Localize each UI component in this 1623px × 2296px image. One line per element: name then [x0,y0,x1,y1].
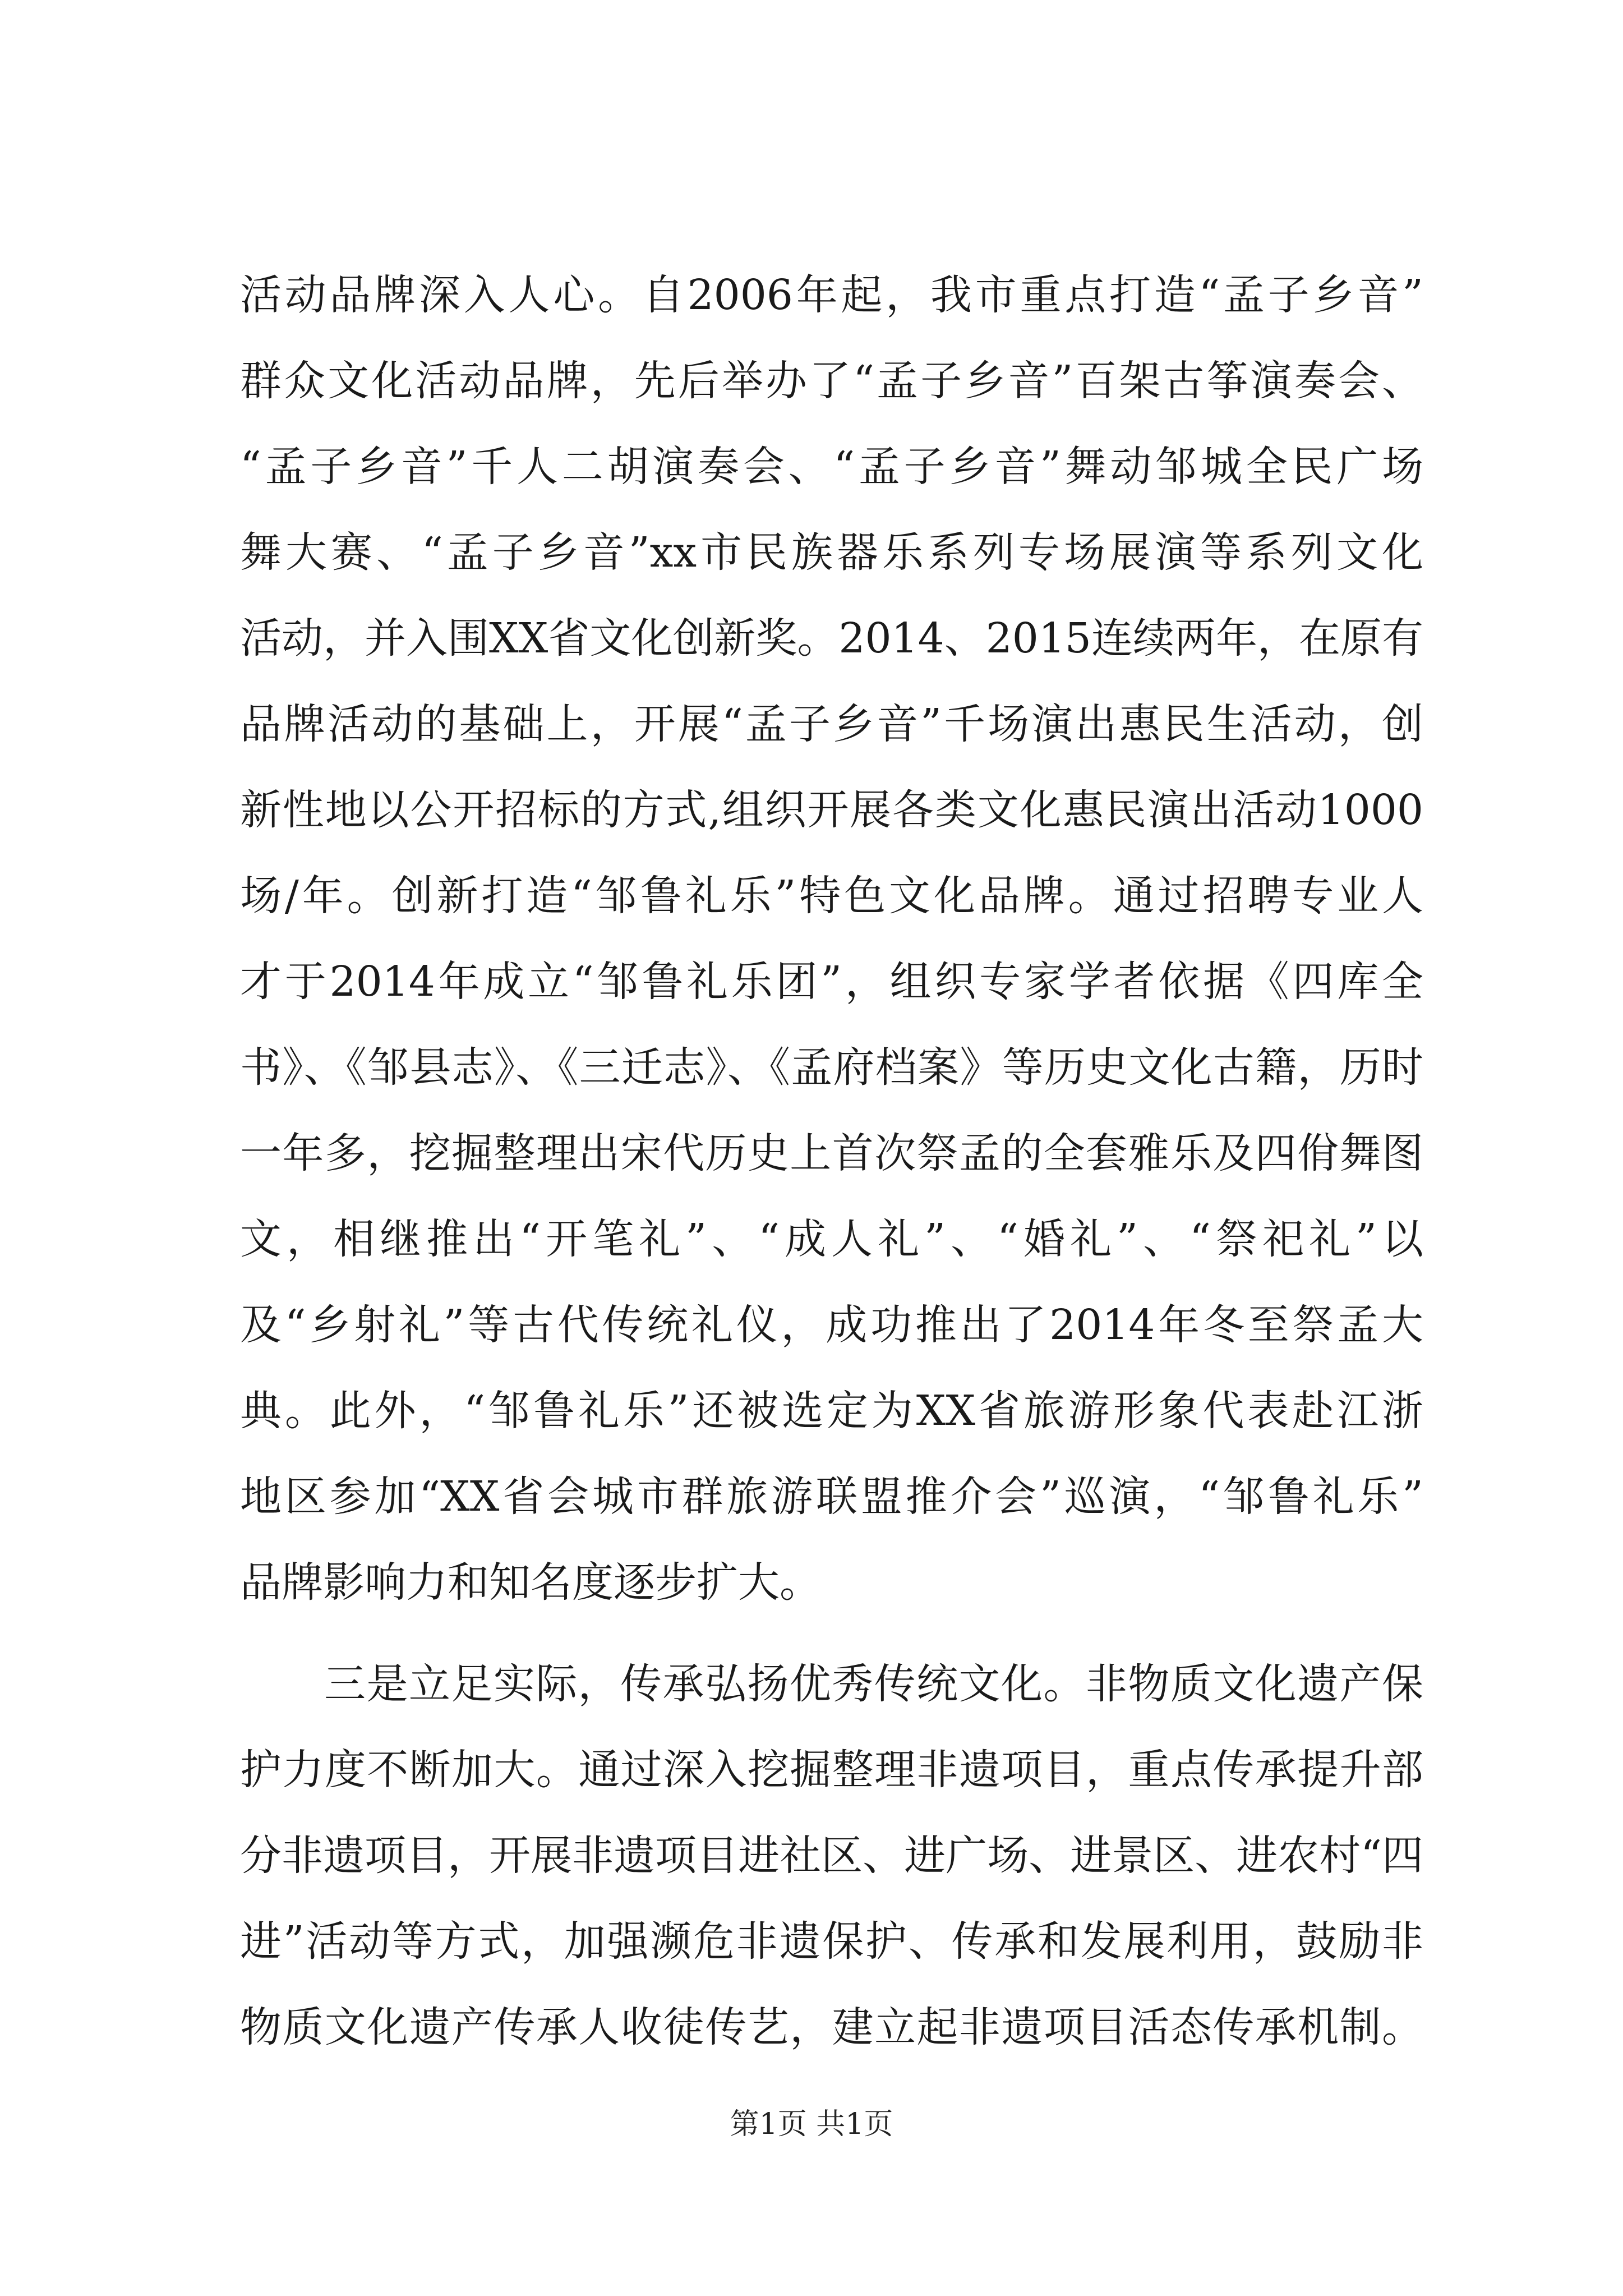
paragraph [240,1641,1423,2070]
text-line: 文，相继推出“开笔礼”、“成人礼”、“婚礼”、“祭祀礼”以 [240,1215,1423,1263]
text-line: 群众文化活动品牌，先后举办了“孟子乡音”百架古筝演奏会、 [240,357,1423,405]
text-line: 分非遗项目，开展非遗项目进社区、进广场、进景区、进农村“四 [240,1832,1423,1880]
text-line: 舞大赛、“孟子乡音”xx市民族器乐系列专场展演等系列文化 [240,528,1423,577]
text-line: 活动品牌深入人心。自2006年起，我市重点打造“孟子乡音” [240,271,1423,319]
text-line: 书》、《邹县志》、《三迁志》、《孟府档案》等历史文化古籍，历时 [240,1043,1423,1092]
text-line: 进”活动等方式，加强濒危非遗保护、传承和发展利用，鼓励非 [240,1917,1423,1966]
paragraph-gap [240,1626,1423,1641]
text-line: 三是立足实际，传承弘扬优秀传统文化。非物质文化遗产保 [324,1660,1423,1708]
text-line: 才于2014年成立“邹鲁礼乐团”，组织专家学者依据《四库全 [240,958,1423,1006]
text-line: 及“乡射礼”等古代传统礼仪，成功推出了2014年冬至祭孟大 [240,1301,1423,1349]
text-line: 品牌活动的基础上，开展“孟子乡音”千场演出惠民生活动，创 [240,700,1423,748]
text-line: “孟子乡音”千人二胡演奏会、“孟子乡音”舞动邹城全民广场 [240,443,1423,491]
page-number-label: 第1页 共1页 [730,2108,893,2141]
document-body [240,252,1423,2070]
text-line: 新性地以公开招标的方式,组织开展各类文化惠民演出活动1000 [240,786,1423,834]
text-line: 一年多，挖掘整理出宋代历史上首次祭孟的全套雅乐及四佾舞图 [240,1129,1423,1177]
page-footer [0,2105,1623,2144]
text-line: 活动，并入围XX省文化创新奖。2014、2015连续两年，在原有 [240,614,1424,662]
text-line: 典。此外，“邹鲁礼乐”还被选定为XX省旅游形象代表赴江浙 [240,1387,1423,1435]
text-line: 品牌影响力和知名度逐步扩大。 [240,1558,821,1607]
text-line: 场/年。创新打造“邹鲁礼乐”特色文化品牌。通过招聘专业人 [240,872,1423,920]
text-line: 物质文化遗产传承人收徒传艺，建立起非遗项目活态传承机制。 [240,2003,1423,2051]
paragraph [240,252,1423,1626]
text-line: 护力度不断加大。通过深入挖掘整理非遗项目，重点传承提升部 [240,1746,1423,1794]
text-line: 地区参加“XX省会城市群旅游联盟推介会”巡演，“邹鲁礼乐” [240,1473,1423,1521]
